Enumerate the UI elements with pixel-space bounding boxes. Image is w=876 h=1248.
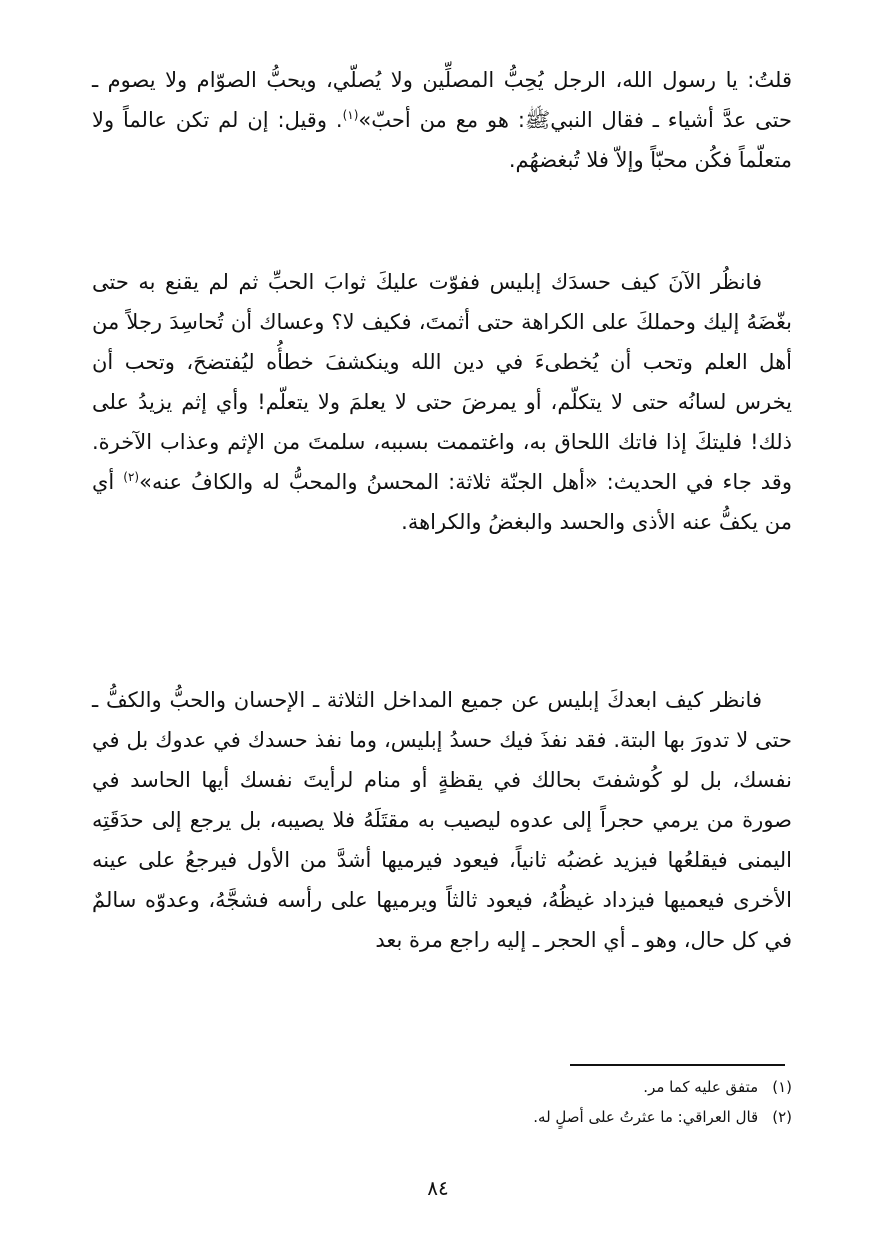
footnote-marker-1: (١) (342, 108, 359, 122)
footnote-divider (570, 1064, 785, 1066)
paragraph-2 (92, 262, 792, 542)
paragraph-1 (92, 60, 792, 180)
footnote-1-text: متفق عليه كما مر. (643, 1078, 759, 1096)
footnote-2-text: قال العراقي: ما عثرتُ على أصلٍ له. (533, 1108, 759, 1126)
footnote-2 (92, 1102, 792, 1132)
paragraph-3-text: فانظر كيف ابعدكَ إبليس عن جميع المداخل الثلاثة ـ الإحسان والحبُّ والكفُّ ـ حتى لا تدورَ بها البتة. فقد نفذَ فيك حسدُ إبليس، وما نفذ حسدك في عدوك بل في نفسك، بل لو كُوشفتَ بحالك في يقظةٍ أو منام لرأيتَ نفسك أيها الحاسد في صورة من يرمي حجراً إلى عدوه ليصيب به مقتَلَهُ فلا يصيبه، بل يرجع إلى حدَقَتِه اليمنى فيقلعُها فيزيد غضبُه ثانياً، فيعود فيرميها أشدَّ من الأول فيرجعُ على عينه الأخرى فيعميها فيزداد غيظُهُ، فيعود ثالثاً ويرميها على رأسه فشجَّهُ، وعدوّه سالمٌ في كل حال، وهو ـ أي الحجر ـ إليه راجع مرة بعد (92, 688, 792, 952)
footnote-marker-2: (٢) (123, 470, 140, 484)
paragraph-3 (92, 680, 792, 960)
paragraph-2-text-a: فانظُر الآنَ كيف حسدَك إبليس ففوّت عليكَ ثوابَ الحبِّ ثم لم يقنع به حتى بغّضَهُ إليك وحملكَ على الكراهة حتى أثمتَ، فكيف لا؟ وعساك أن تُحاسِدَ رجلاً من أهل العلم وتحب أن يُخطىءَ في دين الله وينكشفَ خطأُه ليُفتضحَ، وتحب أن يخرس لسانُه حتى لا يتكلّم، أو يمرضَ حتى لا يعلمَ ولا يتعلّم! وأي إثم يزيدُ على ذلك! فليتكَ إذا فاتك اللحاق به، واغتممت بسببه، سلمتَ من الإثم وعذاب الآخرة. وقد جاء في الحديث: «أهل الجنّة ثلاثة: المحسنُ والمحبُّ له والكافُ عنه» (92, 270, 792, 494)
paragraph-2-text-b: أي من يكفُّ عنه الأذى والحسد والبغضُ والكراهة. (92, 470, 792, 534)
footnote-1-number: (١) (772, 1078, 792, 1096)
footnote-1 (92, 1072, 792, 1102)
footnote-2-number: (٢) (772, 1108, 792, 1126)
page-number: ٨٤ (427, 1176, 449, 1200)
paragraph-1-text-b: . وقيل: إن لم تكن عالماً ولا متعلّماً فكُن محبّاً وإلاّ فلا تُبغضهُم. (92, 108, 792, 172)
paragraph-1-text-a: قلتُ: يا رسول الله، الرجل يُحِبُّ المصلِّين ولا يُصلّي، ويحبُّ الصوّام ولا يصوم ـ حتى عدَّ أشياء ـ فقال النبيﷺ: هو مع من أحبّ» (92, 68, 793, 132)
footnotes (92, 1072, 792, 1132)
